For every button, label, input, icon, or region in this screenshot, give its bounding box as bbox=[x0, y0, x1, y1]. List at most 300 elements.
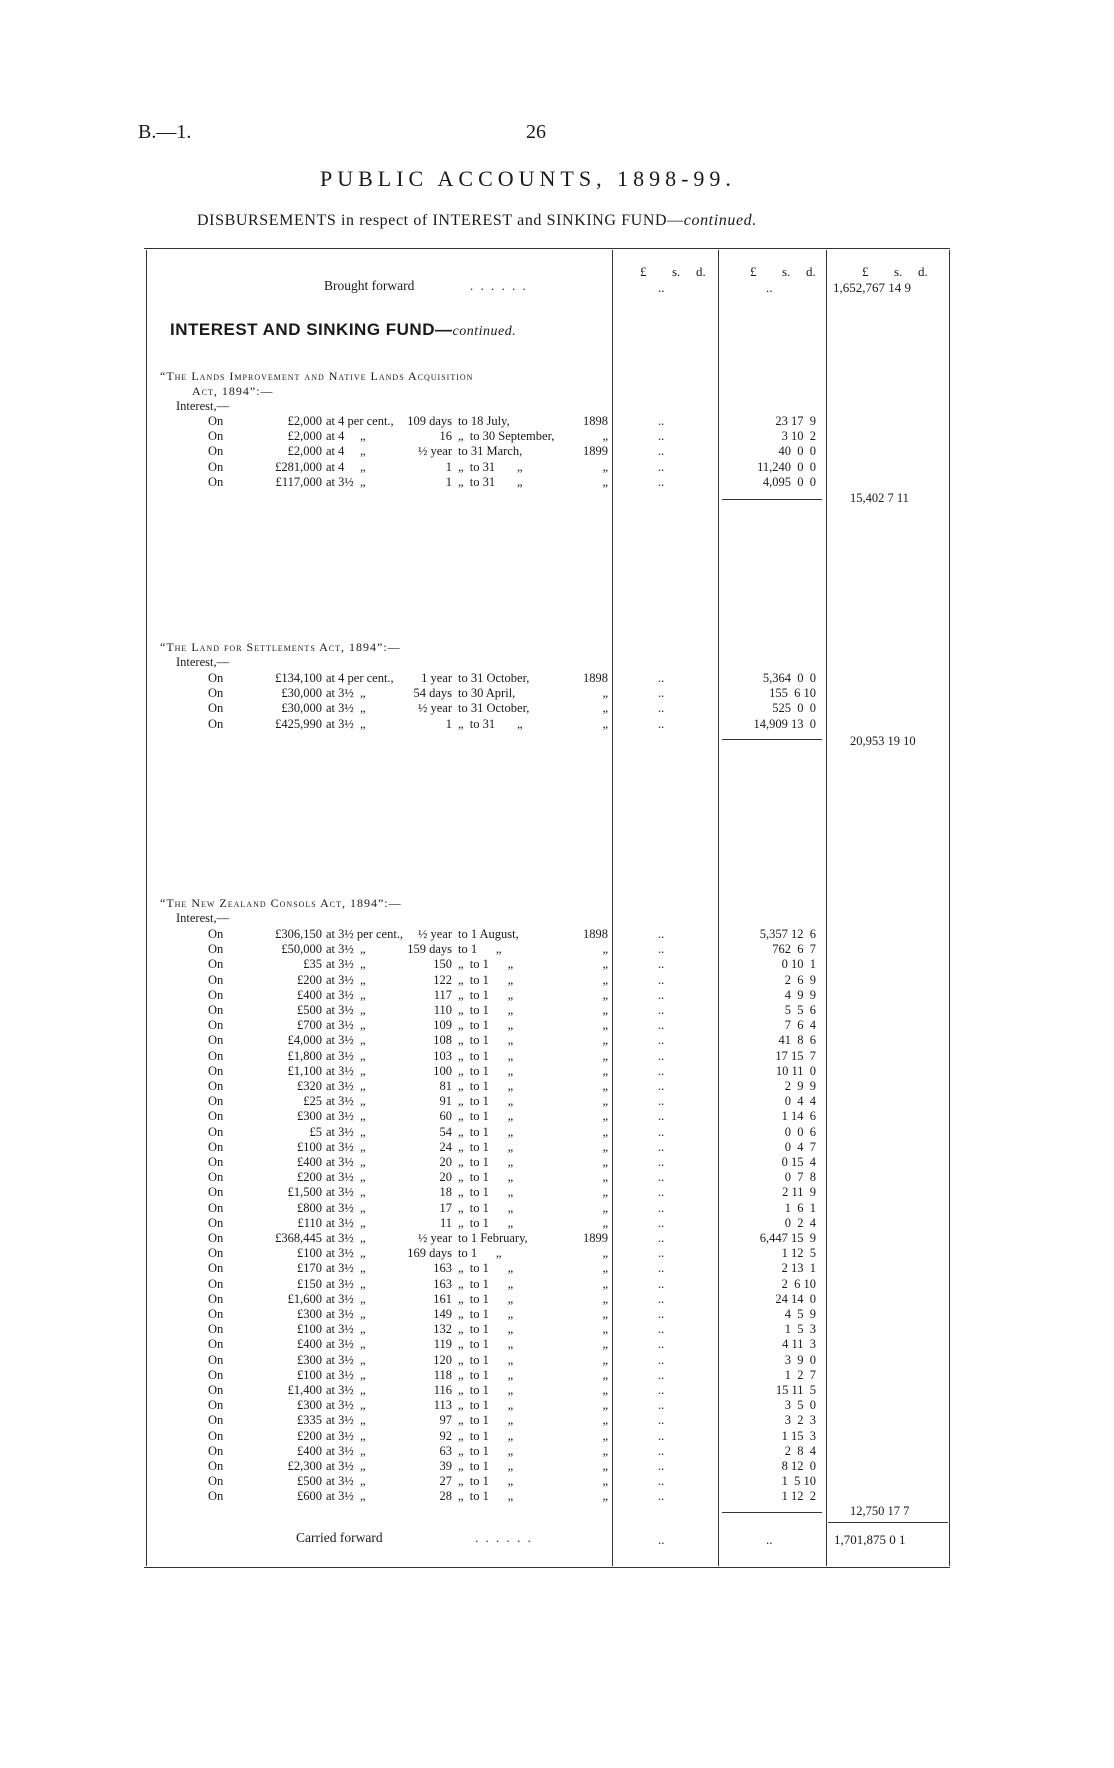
table-row bbox=[0, 1337, 1114, 1352]
row-principal: £500 bbox=[297, 1474, 322, 1489]
row-period-end: „ to 31 „ bbox=[458, 474, 523, 489]
row-rate: at 3½ bbox=[326, 474, 354, 489]
subtitle-main: DISBURSEMENTS in respect of INTEREST and SINKING FUND— bbox=[197, 212, 684, 229]
row-period: 132 bbox=[433, 1322, 452, 1337]
row-amount: 1 5 10 bbox=[781, 1474, 816, 1489]
row-year: „ bbox=[602, 1170, 608, 1185]
row-rate-ditto: „ bbox=[360, 1215, 366, 1230]
row-rate-ditto: „ bbox=[360, 1413, 366, 1428]
row-period: 149 bbox=[433, 1307, 452, 1321]
row-year: „ bbox=[602, 1018, 608, 1033]
row-period: 1 year bbox=[421, 671, 452, 685]
row-on: On bbox=[208, 429, 224, 444]
row-col1: .. bbox=[658, 1170, 665, 1185]
table-row bbox=[0, 1353, 1114, 1368]
row-rate: at 3½ bbox=[326, 1094, 354, 1109]
row-amount: 2 8 4 bbox=[784, 1443, 816, 1458]
row-period: 97 bbox=[439, 1413, 452, 1428]
row-year: „ bbox=[602, 1443, 608, 1458]
row-rate-ditto: „ bbox=[360, 444, 366, 459]
row-rate: at 3½ bbox=[326, 1428, 354, 1443]
row-amount: 2 6 9 bbox=[784, 972, 816, 987]
row-rate-ditto: „ bbox=[360, 1231, 366, 1245]
row-on: On bbox=[208, 1367, 224, 1382]
row-rate: at 3½ bbox=[326, 1307, 354, 1321]
row-on: On bbox=[208, 671, 224, 685]
row-on: On bbox=[208, 1063, 224, 1078]
row-period-end: „ to 1 „ bbox=[458, 1489, 514, 1504]
row-rate-ditto: „ bbox=[360, 686, 366, 701]
row-col1: .. bbox=[658, 716, 665, 731]
row-year: „ bbox=[602, 1109, 608, 1124]
row-period-end: „ to 1 „ bbox=[458, 987, 514, 1002]
row-rate-ditto: „ bbox=[360, 1155, 366, 1169]
row-period-end: to 1 August, bbox=[458, 927, 519, 941]
row-on: On bbox=[208, 1139, 224, 1154]
row-amount: 5 5 6 bbox=[784, 1003, 816, 1017]
row-amount: 3 9 0 bbox=[784, 1352, 816, 1367]
row-period: 63 bbox=[439, 1443, 452, 1458]
row-period: 27 bbox=[439, 1474, 452, 1489]
row-principal: £200 bbox=[297, 1428, 322, 1443]
col1-pence: d. bbox=[696, 264, 706, 279]
row-period-end: „ to 1 „ bbox=[458, 1307, 514, 1321]
row-on: On bbox=[208, 1018, 224, 1033]
row-amount: 2 13 1 bbox=[781, 1261, 816, 1276]
row-rate-ditto: „ bbox=[360, 1033, 366, 1048]
row-col1: .. bbox=[658, 1261, 665, 1276]
row-rate: at 3½ bbox=[326, 1170, 354, 1185]
row-on: On bbox=[208, 957, 224, 972]
row-period-end: „ to 1 „ bbox=[458, 1459, 514, 1473]
row-on: On bbox=[208, 1109, 224, 1124]
row-period: 20 bbox=[439, 1155, 452, 1169]
row-period-end: „ to 1 „ bbox=[458, 1428, 514, 1443]
row-period-end: „ to 1 „ bbox=[458, 1352, 514, 1367]
row-year: „ bbox=[602, 1003, 608, 1017]
row-year: „ bbox=[602, 1139, 608, 1154]
group-interest-label: Interest,— bbox=[176, 399, 230, 413]
row-rate: at 3½ bbox=[326, 701, 354, 716]
row-principal: £5 bbox=[309, 1124, 322, 1139]
row-year: „ bbox=[602, 1276, 608, 1291]
row-period: 110 bbox=[433, 1003, 452, 1017]
row-period: 118 bbox=[433, 1367, 452, 1382]
row-year: „ bbox=[602, 1124, 608, 1139]
table-row bbox=[0, 1322, 1114, 1337]
table-top-rule bbox=[144, 248, 950, 249]
row-rate-ditto: „ bbox=[360, 1246, 366, 1261]
row-amount: 0 2 4 bbox=[784, 1215, 816, 1230]
row-amount: 1 14 6 bbox=[781, 1109, 816, 1124]
row-amount: 11,240 0 0 bbox=[757, 459, 816, 474]
row-period: ½ year bbox=[417, 1231, 452, 1245]
row-rate-ditto: „ bbox=[360, 1003, 366, 1017]
row-col1: .. bbox=[658, 1094, 665, 1109]
row-on: On bbox=[208, 1383, 224, 1397]
row-amount: 7 6 4 bbox=[784, 1018, 816, 1033]
row-col1: .. bbox=[658, 1215, 665, 1230]
row-on: On bbox=[208, 1185, 224, 1200]
row-year: „ bbox=[602, 1079, 608, 1093]
table-row bbox=[0, 1474, 1114, 1489]
table-row bbox=[0, 942, 1114, 957]
row-on: On bbox=[208, 1231, 224, 1245]
row-period-end: „ to 1 „ bbox=[458, 1337, 514, 1352]
table-row bbox=[0, 1307, 1114, 1322]
row-period: 18 bbox=[439, 1185, 452, 1200]
row-rate: at 4 bbox=[326, 459, 345, 474]
row-rate: at 3½ bbox=[326, 1367, 354, 1382]
row-rate: at 3½ bbox=[326, 1459, 354, 1473]
table-row bbox=[0, 1413, 1114, 1428]
row-col1: .. bbox=[658, 987, 665, 1002]
row-principal: £150 bbox=[297, 1276, 322, 1291]
row-principal: £600 bbox=[297, 1489, 322, 1504]
row-on: On bbox=[208, 686, 224, 701]
row-col1: .. bbox=[658, 1428, 665, 1443]
table-row bbox=[0, 1003, 1114, 1018]
row-col1: .. bbox=[658, 1489, 665, 1504]
row-on: On bbox=[208, 459, 224, 474]
row-period-end: to 31 October, bbox=[458, 701, 530, 716]
row-principal: £2,000 bbox=[287, 414, 322, 428]
row-year: „ bbox=[602, 1291, 608, 1306]
row-year: „ bbox=[602, 957, 608, 972]
table-row bbox=[0, 414, 1114, 429]
row-col1: .. bbox=[658, 1231, 665, 1245]
row-principal: £1,500 bbox=[287, 1185, 322, 1200]
row-period-end: „ to 1 „ bbox=[458, 1170, 514, 1185]
row-col1: .. bbox=[658, 1109, 665, 1124]
row-rate-ditto: „ bbox=[360, 1094, 366, 1109]
row-on: On bbox=[208, 1200, 224, 1215]
row-amount: 4,095 0 0 bbox=[762, 474, 816, 489]
row-period: 161 bbox=[433, 1291, 452, 1306]
row-amount: 1 2 7 bbox=[784, 1367, 816, 1382]
row-period-end: to 1 „ bbox=[458, 942, 502, 957]
table-row bbox=[0, 671, 1114, 686]
row-on: On bbox=[208, 716, 224, 731]
row-principal: £368,445 bbox=[275, 1231, 322, 1245]
row-rate-ditto: „ bbox=[360, 1337, 366, 1352]
col1-shilling: s. bbox=[672, 264, 681, 279]
row-year: „ bbox=[602, 429, 608, 444]
row-rate-ditto: „ bbox=[360, 429, 366, 444]
row-period-end: „ to 1 „ bbox=[458, 1443, 514, 1458]
table-row bbox=[0, 701, 1114, 716]
row-period-end: „ to 1 „ bbox=[458, 1322, 514, 1337]
row-on: On bbox=[208, 1246, 224, 1261]
row-amount: 4 5 9 bbox=[784, 1307, 816, 1321]
row-year: „ bbox=[602, 474, 608, 489]
row-col1: .. bbox=[658, 459, 665, 474]
table-row bbox=[0, 429, 1114, 444]
row-period: 91 bbox=[439, 1094, 452, 1109]
row-col1: .. bbox=[658, 1063, 665, 1078]
row-principal: £30,000 bbox=[281, 701, 322, 716]
table-row bbox=[0, 1170, 1114, 1185]
row-year: „ bbox=[602, 987, 608, 1002]
row-principal: £400 bbox=[297, 1155, 322, 1169]
table-row bbox=[0, 686, 1114, 701]
row-amount: 0 7 8 bbox=[784, 1170, 816, 1185]
row-period-end: „ to 1 „ bbox=[458, 1185, 514, 1200]
row-period-end: „ to 1 „ bbox=[458, 1003, 514, 1017]
row-period-end: „ to 1 „ bbox=[458, 1048, 514, 1063]
row-principal: £100 bbox=[297, 1139, 322, 1154]
row-principal: £200 bbox=[297, 972, 322, 987]
table-row bbox=[0, 1398, 1114, 1413]
row-rate-ditto: „ bbox=[360, 1063, 366, 1078]
row-col1: .. bbox=[658, 927, 665, 941]
row-rate: at 3½ bbox=[326, 987, 354, 1002]
table-row bbox=[0, 1459, 1114, 1474]
row-col1: .. bbox=[658, 686, 665, 701]
table-row bbox=[0, 1489, 1114, 1504]
page-title: PUBLIC ACCOUNTS, 1898-99. bbox=[320, 166, 736, 191]
group-interest-label: Interest,— bbox=[176, 655, 230, 669]
row-rate: at 3½ bbox=[326, 716, 354, 731]
row-on: On bbox=[208, 1261, 224, 1276]
row-rate: at 3½ bbox=[326, 1124, 354, 1139]
row-amount: 0 0 6 bbox=[784, 1124, 816, 1139]
col1-pound: £ bbox=[640, 264, 647, 279]
row-period: 1 bbox=[445, 716, 452, 731]
brought-forward-total: 1,652,767 14 9 bbox=[833, 280, 911, 295]
row-col1: .. bbox=[658, 1124, 665, 1139]
row-rate-ditto: „ bbox=[360, 987, 366, 1002]
brought-forward-col2: .. bbox=[766, 280, 773, 295]
row-principal: £100 bbox=[297, 1246, 322, 1261]
row-rate-ditto: „ bbox=[360, 1352, 366, 1367]
row-on: On bbox=[208, 1398, 224, 1413]
row-period: 109 days bbox=[407, 414, 452, 428]
row-col1: .. bbox=[658, 1474, 665, 1489]
row-col1: .. bbox=[658, 671, 665, 685]
row-on: On bbox=[208, 1170, 224, 1185]
row-period: 117 bbox=[433, 987, 452, 1002]
row-on: On bbox=[208, 474, 224, 489]
row-rate: at 3½ bbox=[326, 1109, 354, 1124]
row-principal: £100 bbox=[297, 1322, 322, 1337]
row-amount: 2 9 9 bbox=[784, 1079, 816, 1093]
row-col1: .. bbox=[658, 1307, 665, 1321]
col3-shilling: s. bbox=[894, 264, 903, 279]
row-col1: .. bbox=[658, 1139, 665, 1154]
table-row bbox=[0, 988, 1114, 1003]
row-period: 1 bbox=[445, 459, 452, 474]
row-rate-ditto: „ bbox=[360, 1398, 366, 1413]
row-col1: .. bbox=[658, 701, 665, 716]
row-rate: at 3½ bbox=[326, 1155, 354, 1169]
col3-pence: d. bbox=[918, 264, 928, 279]
row-col1: .. bbox=[658, 972, 665, 987]
row-rate-ditto: „ bbox=[360, 1018, 366, 1033]
row-principal: £170 bbox=[297, 1261, 322, 1276]
col3-pound: £ bbox=[862, 264, 869, 279]
row-period-end: „ to 31 „ bbox=[458, 716, 523, 731]
row-rate-ditto: „ bbox=[360, 1048, 366, 1063]
row-on: On bbox=[208, 972, 224, 987]
row-principal: £25 bbox=[303, 1094, 322, 1109]
row-rate-ditto: „ bbox=[360, 1124, 366, 1139]
row-principal: £425,990 bbox=[275, 716, 322, 731]
row-col1: .. bbox=[658, 474, 665, 489]
row-on: On bbox=[208, 1459, 224, 1473]
row-year: „ bbox=[602, 1185, 608, 1200]
row-col1: .. bbox=[658, 1291, 665, 1306]
row-period: 103 bbox=[433, 1048, 452, 1063]
row-rate: at 3½ bbox=[326, 1489, 354, 1504]
row-amount: 0 15 4 bbox=[781, 1155, 816, 1169]
row-period-end: „ to 1 „ bbox=[458, 1079, 514, 1093]
row-period-end: „ to 1 „ bbox=[458, 1276, 514, 1291]
row-rate-ditto: „ bbox=[360, 972, 366, 987]
row-year: „ bbox=[602, 701, 608, 716]
row-period-end: to 30 April, bbox=[458, 686, 516, 701]
row-col1: .. bbox=[658, 1367, 665, 1382]
row-year: „ bbox=[602, 1459, 608, 1473]
row-period: 92 bbox=[439, 1428, 452, 1443]
table-row bbox=[0, 460, 1114, 475]
row-on: On bbox=[208, 1307, 224, 1321]
row-amount: 23 17 9 bbox=[775, 414, 816, 428]
row-on: On bbox=[208, 1215, 224, 1230]
row-rate: at 3½ bbox=[326, 1246, 354, 1261]
row-col1: .. bbox=[658, 1079, 665, 1093]
row-amount: 4 9 9 bbox=[784, 987, 816, 1002]
carried-forward-label: Carried forward bbox=[296, 1530, 383, 1545]
row-period-end: „ to 1 „ bbox=[458, 1124, 514, 1139]
row-period: 159 days bbox=[407, 942, 452, 957]
row-year: „ bbox=[602, 1246, 608, 1261]
row-rate: at 3½ bbox=[326, 1079, 354, 1093]
col2-shilling: s. bbox=[782, 264, 791, 279]
row-period: 54 days bbox=[413, 686, 452, 701]
row-on: On bbox=[208, 1124, 224, 1139]
row-principal: £30,000 bbox=[281, 686, 322, 701]
row-period: 163 bbox=[433, 1261, 452, 1276]
row-rate: at 4 bbox=[326, 444, 345, 459]
row-col1: .. bbox=[658, 1383, 665, 1397]
row-period-end: „ to 30 September, bbox=[458, 429, 555, 444]
row-col1: .. bbox=[658, 1322, 665, 1337]
row-period-end: „ to 1 „ bbox=[458, 1063, 514, 1078]
group-subtotal: 15,402 7 11 bbox=[850, 491, 909, 505]
row-col1: .. bbox=[658, 1185, 665, 1200]
group-act-title: “The New Zealand Consols Act, 1894”:— bbox=[160, 896, 402, 910]
row-principal: £2,000 bbox=[287, 444, 322, 459]
row-rate: at 3½ bbox=[326, 972, 354, 987]
row-principal: £306,150 bbox=[275, 927, 322, 941]
row-year: „ bbox=[602, 1094, 608, 1109]
row-year: „ bbox=[602, 1307, 608, 1321]
row-col1: .. bbox=[658, 1413, 665, 1428]
row-principal: £400 bbox=[297, 1443, 322, 1458]
row-on: On bbox=[208, 414, 224, 428]
row-principal: £2,300 bbox=[287, 1459, 322, 1473]
row-rate-ditto: „ bbox=[360, 459, 366, 474]
row-col1: .. bbox=[658, 1003, 665, 1017]
row-on: On bbox=[208, 701, 224, 716]
row-on: On bbox=[208, 444, 224, 459]
carried-forward-col1: .. bbox=[658, 1532, 665, 1547]
row-rate: at 3½ bbox=[326, 1018, 354, 1033]
row-rate: at 4 bbox=[326, 429, 345, 444]
row-col1: .. bbox=[658, 957, 665, 972]
row-on: On bbox=[208, 1048, 224, 1063]
table-row bbox=[0, 1277, 1114, 1292]
row-amount: 1 12 2 bbox=[781, 1489, 816, 1504]
row-rate-ditto: „ bbox=[360, 1307, 366, 1321]
row-col1: .. bbox=[658, 1398, 665, 1413]
table-row bbox=[0, 1185, 1114, 1200]
row-principal: £50,000 bbox=[281, 942, 322, 957]
row-rate: at 3½ per cent., bbox=[326, 927, 404, 941]
row-rate-ditto: „ bbox=[360, 1459, 366, 1473]
row-principal: £2,000 bbox=[287, 429, 322, 444]
row-col1: .. bbox=[658, 444, 665, 459]
row-rate-ditto: „ bbox=[360, 957, 366, 972]
group-act-title: “The Lands Improvement and Native Lands Acquisition bbox=[160, 369, 474, 383]
row-amount: 8 12 0 bbox=[781, 1459, 816, 1473]
row-rate-ditto: „ bbox=[360, 1200, 366, 1215]
table-row bbox=[0, 1261, 1114, 1276]
row-period: 113 bbox=[433, 1398, 452, 1413]
row-col1: .. bbox=[658, 1018, 665, 1033]
row-year: „ bbox=[602, 1200, 608, 1215]
row-amount: 24 14 0 bbox=[775, 1291, 816, 1306]
row-on: On bbox=[208, 1155, 224, 1169]
row-year: „ bbox=[602, 1367, 608, 1382]
row-principal: £400 bbox=[297, 1337, 322, 1352]
row-on: On bbox=[208, 1094, 224, 1109]
row-year: „ bbox=[602, 1428, 608, 1443]
row-principal: £134,100 bbox=[275, 671, 322, 685]
row-amount: 525 0 0 bbox=[772, 701, 816, 716]
row-amount: 2 6 10 bbox=[781, 1276, 816, 1291]
row-period: ½ year bbox=[417, 701, 452, 716]
table-row bbox=[0, 1125, 1114, 1140]
row-rate-ditto: „ bbox=[360, 1261, 366, 1276]
row-col1: .. bbox=[658, 1200, 665, 1215]
row-amount: 41 8 6 bbox=[778, 1033, 816, 1048]
row-principal: £800 bbox=[297, 1200, 322, 1215]
row-amount: 155 6 10 bbox=[769, 686, 816, 701]
row-on: On bbox=[208, 927, 224, 941]
row-rate: at 3½ bbox=[326, 1383, 354, 1397]
row-amount: 3 5 0 bbox=[784, 1398, 816, 1413]
row-principal: £1,100 bbox=[287, 1063, 322, 1078]
row-rate: at 3½ bbox=[326, 1231, 354, 1245]
row-amount: 10 11 0 bbox=[775, 1063, 816, 1078]
row-rate: at 3½ bbox=[326, 1139, 354, 1154]
table-row bbox=[0, 1383, 1114, 1398]
table-row bbox=[0, 1231, 1114, 1246]
group-subtotal-rule bbox=[722, 739, 822, 740]
row-period-end: „ to 1 „ bbox=[458, 1200, 514, 1215]
row-period: 24 bbox=[439, 1139, 452, 1154]
row-period-end: to 1 February, bbox=[458, 1231, 528, 1245]
row-year: „ bbox=[602, 716, 608, 731]
row-year: „ bbox=[602, 1413, 608, 1428]
row-principal: £117,000 bbox=[275, 474, 322, 489]
row-period: 100 bbox=[433, 1063, 452, 1078]
row-period-end: to 1 „ bbox=[458, 1246, 502, 1261]
table-row bbox=[0, 1109, 1114, 1124]
row-period-end: „ to 1 „ bbox=[458, 1398, 514, 1413]
